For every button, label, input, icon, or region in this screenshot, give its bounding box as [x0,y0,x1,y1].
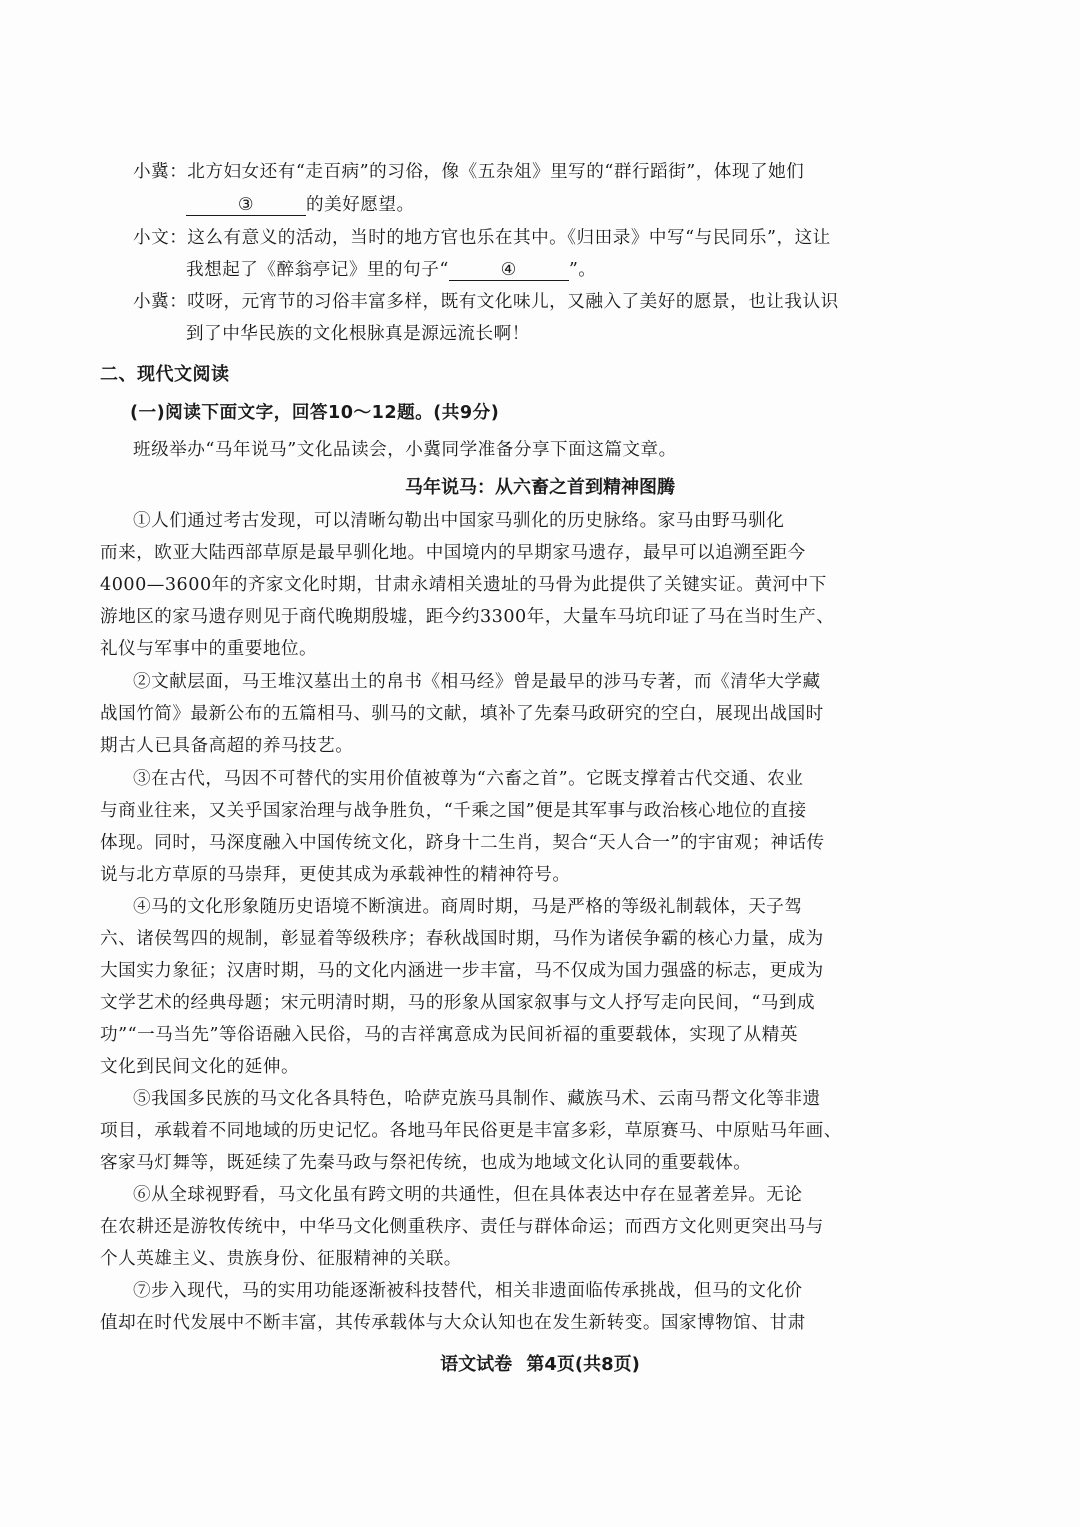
article-title: 马年说马：从六畜之首到精神图腾 [405,477,675,498]
speaker-label: 小文： [133,228,188,248]
article-line: 值却在时代发展中不断丰富，其传承载体与大众认知也在发生新转变。国家博物馆、甘肃 [100,1313,806,1333]
dialogue-line [133,160,804,184]
question-instruction: (一)阅读下面文字，回答10～12题。(共9分) [130,403,500,423]
section-heading: 二、现代文阅读 [100,364,230,385]
dialogue-line [133,226,831,250]
article-line: 期古人已具备高超的养马技艺。 [100,736,354,756]
article-line: ①人们通过考古发现，可以清晰勾勒出中国家马驯化的历史脉络。家马由野马驯化 [133,511,785,531]
intro-text: 班级举办“马年说马”文化品读会，小冀同学准备分享下面这篇文章。 [133,440,677,460]
article-line: 项目，承载着不同地域的历史记忆。各地马年民俗更是丰富多彩，草原赛马、中原贴马年画、 [100,1121,842,1141]
dialogue-text: 北方妇女还有“走百病”的习俗，像《五杂俎》里写的“群行蹈街”，体现了她们 [187,162,805,182]
article-line: 六、诸侯驾四的规制，彰显着等级秩序；春秋战国时期，马作为诸侯争霸的核心力量，成为 [100,929,824,949]
article-line: 游地区的家马遗存则见于商代晚期殷墟，距今约3300年，大量车马坑印证了马在当时生产、 [100,607,835,627]
dialogue-line [186,193,415,217]
article-line: 文化到民间文化的延伸。 [100,1057,300,1077]
article-line: 客家马灯舞等，既延续了先秦马政与祭祀传统，也成为地域文化认同的重要载体。 [100,1153,752,1173]
article-line: ④马的文化形象随历史语境不断演进。商周时期，马是严格的等级礼制载体，天子驾 [133,897,803,917]
speaker-label: 小冀： [133,292,188,312]
article-line: 4000—3600年的齐家文化时期，甘肃永靖相关遗址的马骨为此提供了关键实证。黄河中下 [100,575,827,595]
speaker-label: 小冀： [133,162,188,182]
article-line: 而来，欧亚大陆西部草原是最早驯化地。中国境内的早期家马遗存，最早可以追溯至距今 [100,543,806,563]
dialogue-line [186,258,596,282]
article-line: 礼仪与军事中的重要地位。 [100,639,318,659]
article-line: 说与北方草原的马崇拜，更使其成为承载神性的精神符号。 [100,865,571,885]
footer-page-number: 第4页(共8页) [526,1354,640,1375]
article-line: 文学艺术的经典母题；宋元明清时期，马的形象从国家叙事与文人抒写走向民间，“马到成 [100,993,816,1013]
article-line: 在农耕还是游牧传统中，中华马文化侧重秩序、责任与群体命运；而西方文化则更突出马与 [100,1217,824,1237]
article-line: ⑥从全球视野看，马文化虽有跨文明的共通性，但在具体表达中存在显著差异。无论 [133,1185,803,1205]
answer-blank-3[interactable]: ③ [186,195,306,216]
article-line: ③在古代，马因不可替代的实用价值被尊为“六畜之首”。它既支撑着古代交通、农业 [133,769,804,789]
dialogue-text: 我想起了《醉翁亭记》里的句子“ [186,260,449,280]
article-line: 大国实力象征；汉唐时期，马的文化内涵进一步丰富，马不仅成为国力强盛的标志，更成为 [100,961,824,981]
footer-subject: 语文试卷 [440,1354,513,1375]
answer-blank-4[interactable]: ④ [449,260,569,281]
dialogue-text: 到了中华民族的文化根脉真是源远流长啊！ [186,324,530,344]
dialogue-line [133,290,839,314]
article-line: 战国竹简》最新公布的五篇相马、驯马的文献，填补了先秦马政研究的空白，展现出战国时 [100,704,824,724]
dialogue-line [186,322,530,346]
article-line: 体现。同时，马深度融入中国传统文化，跻身十二生肖，契合“天人合一”的宇宙观；神话传 [100,833,825,853]
article-line: 与商业往来，又关乎国家治理与战争胜负，“千乘之国”便是其军事与政治核心地位的直接 [100,801,807,821]
article-line: 功”“一马当先”等俗语融入民俗，马的吉祥寓意成为民间祈福的重要载体，实现了从精英 [100,1025,798,1045]
dialogue-text: 的美好愿望。 [306,195,415,215]
article-line: ⑤我国多民族的马文化各具特色，哈萨克族马具制作、藏族马术、云南马帮文化等非遗 [133,1089,821,1109]
page-footer [0,1350,1080,1376]
article-line: ⑦步入现代，马的实用功能逐渐被科技替代，相关非遗面临传承挑战，但马的文化价 [133,1281,803,1301]
article-line: 个人英雄主义、贵族身份、征服精神的关联。 [100,1249,462,1269]
dialogue-text: ”。 [568,260,597,280]
dialogue-text: 这么有意义的活动，当时的地方官也乐在其中。《归田录》中写“与民同乐”，这让 [187,228,831,248]
dialogue-text: 哎呀，元宵节的习俗丰富多样，既有文化味儿，又融入了美好的愿景，也让我认识 [187,292,839,312]
article-line: ②文献层面，马王堆汉墓出土的帛书《相马经》曾是最早的涉马专著，而《清华大学藏 [133,672,821,692]
